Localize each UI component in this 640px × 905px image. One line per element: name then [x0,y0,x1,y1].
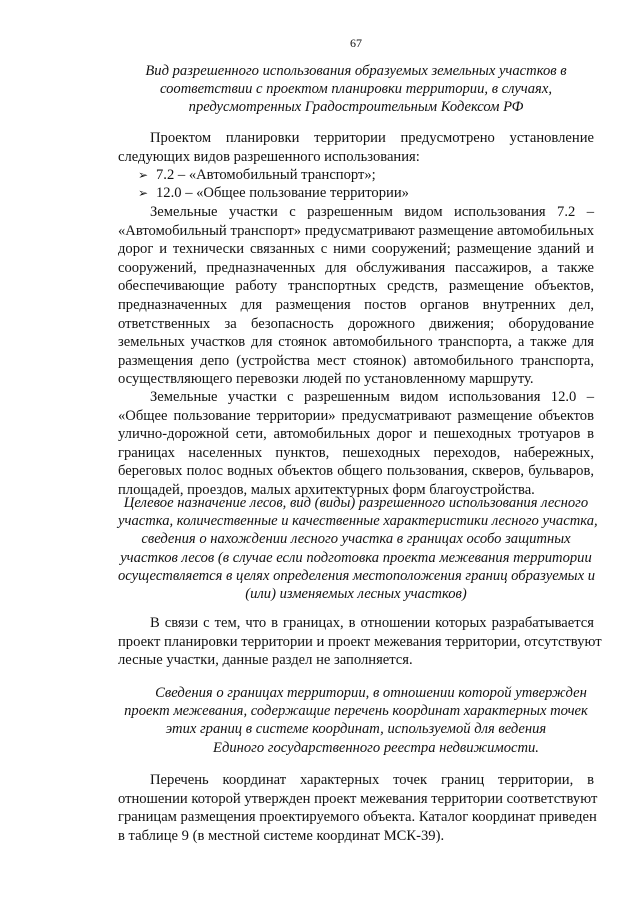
list-item [138,166,376,185]
text-line: размещения депо (устройства мест стоянок) автомобильного транспорта, [118,352,594,369]
paragraph-no-forest [118,614,602,670]
text-line: земельных участков для стоянок автомобильного транспорта, а также для [118,334,594,351]
paragraph-coordinates [118,771,598,845]
text-line: улично-дорожной сети, автомобильных дорог и пешеходных тротуаров в [118,426,594,443]
heading-line: Сведения о границах территории, в отношении которой утвержден [155,685,587,701]
arrow-bullet-icon: ➢ [138,168,149,182]
paragraph-auto-transport [118,203,594,389]
heading-line: Вид разрешенного использования образуемых земельных участков в [145,63,567,79]
heading-line: осуществляется в целях определения местоположения границ образуемых и [118,567,595,584]
text-line: следующих видов разрешенного использования: [118,148,420,165]
text-line: площадей, проездов, малых архитектурных форм благоустройства. [118,481,535,498]
section-heading-forests [118,494,598,603]
text-line: Перечень координат характерных точек границ территории, в [150,772,594,788]
heading-line: участка, количественные и качественные характеристики лесного участка, [118,513,598,530]
text-line: обеспечивающие работу транспортных средств, размещение объектов, [118,278,594,295]
page-number: 67 [350,36,362,50]
text-line: дорог и технически связанных с ними сооружений; размещение зданий и [118,241,594,258]
heading-line: предусмотренных Градостроительным Кодексом РФ [188,99,524,116]
section-heading-boundaries [118,684,594,757]
heading-line: участков лесов (в случае если подготовка проекта межевания территории [120,549,592,566]
heading-line: Единого государственного реестра недвижимости. [213,739,539,756]
arrow-bullet-icon: ➢ [138,186,149,200]
text-line: в таблице 9 (в местной системе координат МСК-39). [118,827,445,844]
text-line: границах населенных пунктов, пешеходных переходов, набережных, [118,444,594,461]
text-line: лесные участки, данные раздел не заполняется. [118,652,413,669]
heading-line: проект межевания, содержащие перечень координат характерных точек [124,703,588,720]
heading-line: сведения о нахождении лесного участка в границах особо защитных [141,531,571,548]
text-line: проект планировки территории и проект межевания территории, отсутствуют [118,633,602,650]
text-line: отношении которой утвержден проект межевания территории соответствуют [118,790,598,807]
heading-line: соответствии с проектом планировки территории, в случаях, [160,81,552,98]
heading-line: Целевое назначение лесов, вид (виды) разрешенного использования лесного [123,495,589,511]
text-line: сооружений, предназначенных для обслуживания пассажиров, а также [118,259,594,276]
text-line: В связи с тем, что в границах, в отношении которых разрабатывается [150,615,594,631]
text-line: «Общее пользование территории» предусматривают размещение объектов [118,407,594,424]
text-line: ответственных за безопасность дорожного движения; оборудование [118,315,594,332]
text-line: границам размещения проектируемого объекта. Каталог координат приведен [118,809,597,826]
text-line: предназначенных для размещения постов органов внутренних дел, [118,296,594,313]
intro-paragraph [118,129,594,166]
text-line: Проектом планировки территории предусмотрено установление [150,130,594,146]
list-item-text: 7.2 – «Автомобильный транспорт»; [156,167,376,183]
list-item [138,184,409,203]
text-line: Земельные участки с разрешенным видом использования 12.0 – [150,389,594,405]
list-item-text: 12.0 – «Общее пользование территории» [156,185,409,201]
heading-line: (или) изменяемых лесных участков) [245,586,467,603]
text-line: осуществляющего перевозки людей по установленному маршруту. [118,371,534,388]
paragraph-public-use [118,388,594,500]
text-line: «Автомобильный транспорт» предусматривают размещение автомобильных [118,222,594,239]
text-line: береговых полос водных объектов общего пользования, скверов, бульваров, [118,463,594,480]
text-line: Земельные участки с разрешенным видом использования 7.2 – [150,204,594,220]
section-heading-land-use [118,62,594,117]
heading-line: этих границ в системе координат, используемой для ведения [165,721,547,738]
